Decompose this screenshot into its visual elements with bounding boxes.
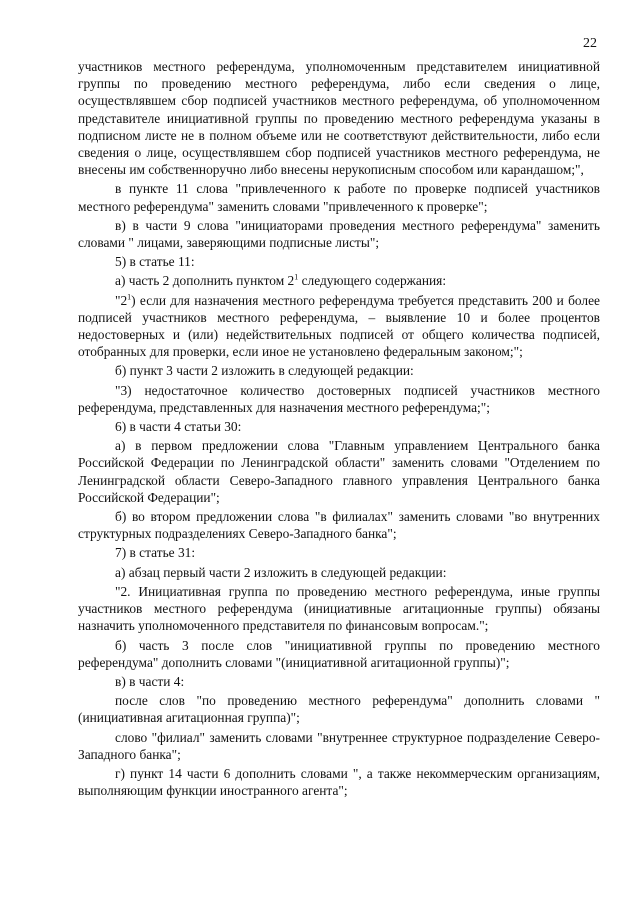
- paragraph: после слов "по проведению местного референдума" дополнить словами "(инициативная агитационная группа)";: [78, 693, 600, 726]
- paragraph: а) в первом предложении слова "Главным управлением Центрального банка Российской Федерации по Ленинградской области" заменить словами "Отделением по Ленинградской области Северо-Западного главного управления Центрального банка Российской Федерации";: [78, 438, 600, 505]
- superscript: 1: [127, 292, 132, 302]
- paragraph: в пункте 11 слова "привлеченного к работе по проверке подписей участников местного референдума" заменить словами "привлеченного к проверке";: [78, 181, 600, 214]
- paragraph-text: "2: [115, 292, 128, 308]
- superscript: 1: [294, 272, 299, 282]
- paragraph: б) часть 3 после слов "инициативной группы по проведению местного референдума" дополнить словами "(инициативной агитационной группы)";: [78, 637, 600, 670]
- paragraph: "3) недостаточное количество достоверных подписей участников местного референдума, представленных для назначения местного референдума;";: [78, 382, 600, 415]
- paragraph-text: а) часть 2 дополнить пунктом 2: [115, 273, 295, 289]
- paragraph: [78, 292, 600, 361]
- paragraph: 7) в статье 31:: [115, 545, 196, 561]
- paragraph: 6) в части 4 статьи 30:: [115, 419, 242, 435]
- paragraph: участников местного референдума, уполномоченным представителем инициативной группы по проведению местного референдума, либо если сведения о лице, осуществлявшем сбор подписей участников местного референдума, об уполномоченном представителе инициативной группы по проведению местного референдума указаны в подписном листе не в полном объеме или не соответствуют действительности, либо если сведения о лице, осуществлявшем сбор подписей участников местного референдума, не внесены им собственноручно либо внесены нерукописным способом или карандашом;",: [78, 59, 600, 178]
- paragraph: а) абзац первый части 2 изложить в следующей редакции:: [115, 564, 447, 580]
- paragraph-text: следующего содержания:: [298, 273, 447, 289]
- paragraph: б) во втором предложении слова "в филиалах" заменить словами "во внутренних структурных подразделениях Северо-Западного банка";: [78, 509, 600, 542]
- paragraph: в) в части 9 слова "инициаторами проведения местного референдума" заменить словами " лицами, заверяющими подписные листы";: [78, 217, 600, 251]
- paragraph: в) в части 4:: [115, 673, 185, 689]
- paragraph: [78, 272, 600, 289]
- paragraph: г) пункт 14 части 6 дополнить словами ", а также некоммерческим организациям, выполняющим функции иностранного агента";: [78, 765, 600, 799]
- paragraph-text: ) если для назначения местного референдума требуется представить 200 и более подписей участников местного референдума, – выявление 10 и более процентов недостоверных и (или) недействительных подписей от общего количества подписей, отобранных для проверки, если иное не установлено федеральным законом;";: [78, 292, 600, 360]
- document-body: [78, 58, 600, 799]
- page-number: 22: [583, 36, 597, 51]
- paragraph: "2. Инициативная группа по проведению местного референдума, иные группы участников местного референдума (инициативные агитационные группы) обязаны назначить уполномоченного представителя по финансовым вопросам.";: [78, 583, 600, 634]
- paragraph: слово "филиал" заменить словами "внутреннее структурное подразделение Северо-Западного банка";: [78, 729, 600, 762]
- paragraph: б) пункт 3 части 2 изложить в следующей редакции:: [115, 363, 414, 379]
- paragraph: 5) в статье 11:: [115, 254, 195, 270]
